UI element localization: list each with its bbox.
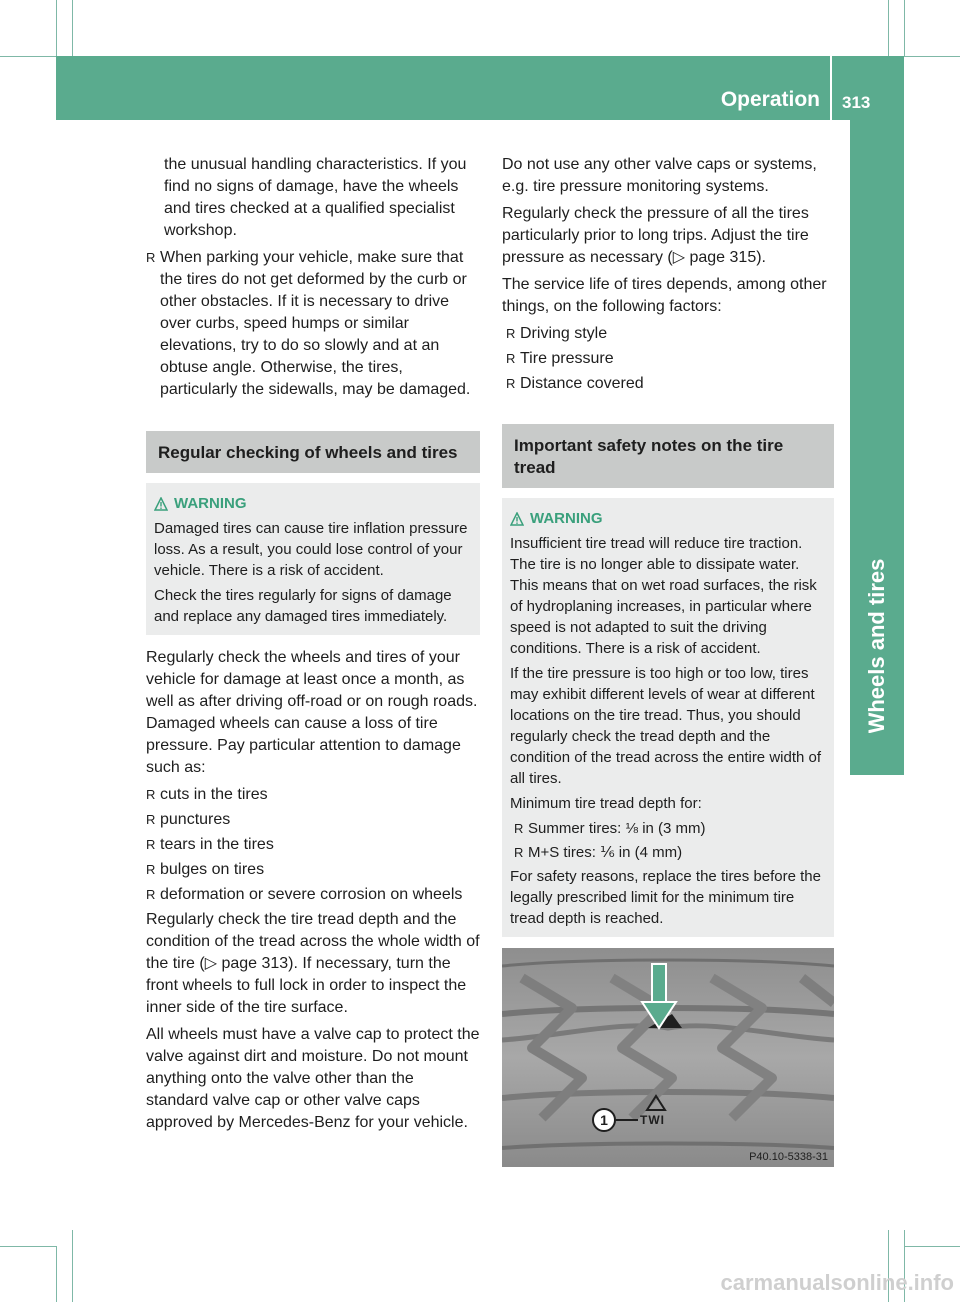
- tire-tread-illustration: [502, 948, 834, 1167]
- left-column: [146, 154, 480, 1139]
- crop-mark: [0, 1246, 56, 1247]
- list-item: [514, 842, 826, 863]
- paragraph-tread: Regularly check the tire tread depth and the condition of the tread across the whole width of the tire (▷ page 313). If necessary, turn the front wheels to full lock in order to inspect the inner side of the tire surface.: [146, 911, 480, 1016]
- continued-paragraph: the unusual handling characteristics. If you find no signs of damage, have the wheels and tires checked at a qualified specialist workshop.: [164, 156, 467, 239]
- tire-tread-figure: [502, 948, 834, 1167]
- warning-text: Minimum tire tread depth for:: [510, 795, 702, 812]
- crop-mark: [72, 0, 73, 56]
- list-item: [146, 809, 480, 831]
- callout-1-label: 1: [600, 1112, 608, 1128]
- section-heading-tread: Important safety notes on the tire tread: [502, 424, 834, 488]
- crop-mark: [0, 56, 56, 57]
- warning-label: WARNING: [174, 495, 247, 512]
- paragraph-valve: All wheels must have a valve cap to protect the valve against dirt and moisture. Do not mount anything onto the valve other than the standard valve cap or other valve caps approved by Mercedes-Benz for your vehicle.: [146, 1026, 480, 1131]
- crop-mark: [72, 1230, 73, 1302]
- damage-item: bulges on tires: [160, 861, 265, 878]
- list-item: [506, 323, 834, 345]
- list-item: [146, 784, 480, 806]
- depth-item: Summer tires: ⅛ in (3 mm): [528, 820, 706, 837]
- footer-watermark: [721, 1270, 955, 1296]
- paragraph-valve-systems: Do not use any other valve caps or systems, e.g. tire pressure monitoring systems.: [502, 156, 817, 195]
- warning-box: [146, 483, 480, 635]
- bullet-parking: When parking your vehicle, make sure that the tires do not get deformed by the curb or other obstacles. If it is necessary to drive over curbs, speed humps or similar elevations, try to do so slowly and at an obtuse angle. Otherwise, the tires, particularly the sidewalls, may be damaged.: [160, 249, 471, 398]
- warning-text: For safety reasons, replace the tires before the legally prescribed limit for the minimum tire tread depth is reached.: [510, 868, 821, 927]
- damage-item: cuts in the tires: [160, 786, 268, 803]
- crop-mark: [904, 0, 905, 56]
- paragraph-service-life: The service life of tires depends, among other things, on the following factors:: [502, 276, 827, 315]
- warning-text: If the tire pressure is too high or too low, tires may exhibit different levels of wear at different locations on the tire tread. Thus, you should regularly check the tread depth and the condition of the tread across the entire width of all tires.: [510, 665, 822, 787]
- damage-item: tears in the tires: [160, 836, 274, 853]
- side-tab-lower-bar: [850, 733, 904, 775]
- crop-mark: [904, 56, 960, 57]
- list-item: [146, 247, 480, 401]
- crop-mark: [56, 0, 57, 56]
- page-number: 313: [842, 93, 871, 112]
- header-divider: [830, 56, 832, 120]
- watermark-text: carmanualsonline.info: [720, 1270, 954, 1295]
- warning-triangle-icon: [154, 497, 168, 511]
- section-heading-wheels-tires: Regular checking of wheels and tires: [146, 431, 480, 473]
- list-item: [146, 834, 480, 856]
- warning-text: Check the tires regularly for signs of damage and replace any damaged tires immediately.: [154, 587, 452, 625]
- crop-mark: [888, 0, 889, 56]
- warning-box: [502, 498, 834, 937]
- damage-item: deformation or severe corrosion on wheels: [160, 886, 463, 903]
- side-tab-label: Wheels and tires: [864, 558, 889, 734]
- warning-triangle-icon: [510, 512, 524, 526]
- warning-heading: [154, 493, 472, 514]
- paragraph-check: Regularly check the wheels and tires of your vehicle for damage at least once a month, as well as after driving off-road or on rough roads. Damaged wheels can cause a loss of tire pressure. Pay particular attention to damage such as:: [146, 649, 478, 776]
- warning-heading: [510, 508, 826, 529]
- list-item: [514, 818, 826, 839]
- page-header-title: Operation: [720, 88, 820, 111]
- list-item: [146, 859, 480, 881]
- depth-item: M+S tires: ⅙ in (4 mm): [528, 844, 683, 861]
- warning-text: Damaged tires can cause tire inflation pressure loss. As a result, you could lose control of your vehicle. There is a risk of accident.: [154, 520, 468, 579]
- paragraph-pressure: Regularly check the pressure of all the tires particularly prior to long trips. Adjust the tire pressure as necessary (▷ page 315).: [502, 205, 809, 266]
- crop-mark: [56, 1246, 57, 1302]
- crop-mark: [904, 1246, 960, 1247]
- warning-label: WARNING: [530, 510, 603, 527]
- factor-item: Driving style: [520, 325, 608, 342]
- list-item: [506, 348, 834, 370]
- list-item: [146, 884, 480, 906]
- warning-text: Insufficient tire tread will reduce tire traction. The tire is no longer able to dissipate water. This means that on wet road surfaces, the risk of hydroplaning increases, in particular where speed is not adapted to suit the driving conditions. There is a risk of accident.: [510, 535, 817, 657]
- factor-item: Distance covered: [520, 375, 644, 392]
- right-column: [502, 154, 834, 937]
- twi-label: TWI: [640, 1113, 665, 1127]
- factor-item: Tire pressure: [520, 350, 614, 367]
- damage-item: punctures: [160, 811, 231, 828]
- list-item: [506, 373, 834, 395]
- figure-code: P40.10-5338-31: [749, 1151, 828, 1163]
